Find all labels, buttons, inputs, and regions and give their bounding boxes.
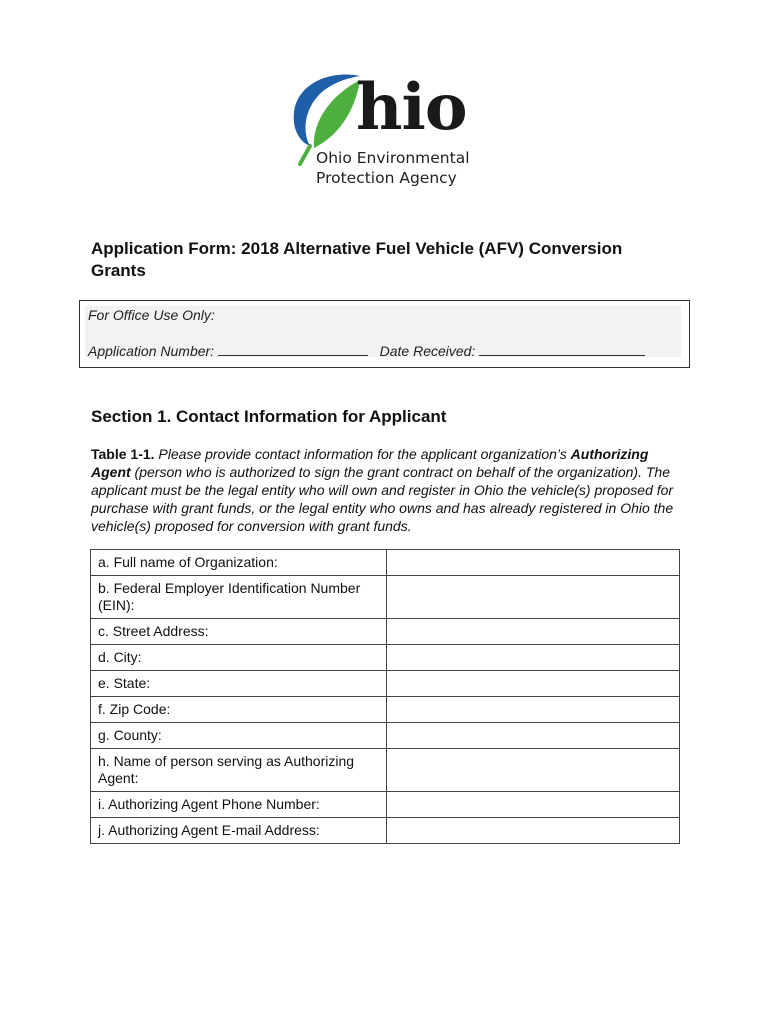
row-label: j. Authorizing Agent E-mail Address: bbox=[91, 818, 387, 844]
row-label: a. Full name of Organization: bbox=[91, 550, 387, 576]
table-row bbox=[91, 749, 680, 792]
logo-agency-line2: Protection Agency bbox=[316, 169, 457, 187]
row-label: d. City: bbox=[91, 645, 387, 671]
row-label: e. State: bbox=[91, 671, 387, 697]
row-label: f. Zip Code: bbox=[91, 697, 387, 723]
row-label: g. County: bbox=[91, 723, 387, 749]
ohio-epa-logo bbox=[292, 72, 482, 190]
table-reference: Table 1-1. bbox=[91, 446, 155, 462]
row-label: b. Federal Employer Identification Number (EIN): bbox=[91, 576, 387, 619]
form-title: Application Form: 2018 Alternative Fuel Vehicle (AFV) Conversion Grants bbox=[91, 239, 623, 280]
county-field[interactable] bbox=[387, 723, 680, 749]
city-field[interactable] bbox=[387, 645, 680, 671]
office-use-box bbox=[79, 300, 690, 368]
zip-code-field[interactable] bbox=[387, 697, 680, 723]
row-label: i. Authorizing Agent Phone Number: bbox=[91, 792, 387, 818]
ein-field[interactable] bbox=[387, 576, 680, 619]
logo-agency-line1: Ohio Environmental bbox=[316, 149, 470, 167]
date-received-label: Date Received: bbox=[379, 343, 476, 359]
table-row bbox=[91, 818, 680, 844]
organization-name-field[interactable] bbox=[387, 550, 680, 576]
intro-text-before: Please provide contact information for the applicant organization’s bbox=[154, 446, 571, 462]
row-label: h. Name of person serving as Authorizing Agent: bbox=[91, 749, 387, 792]
date-received-field[interactable] bbox=[479, 343, 645, 356]
authorizing-agent-name-field[interactable] bbox=[387, 749, 680, 792]
table-row bbox=[91, 645, 680, 671]
application-number-label: Application Number: bbox=[88, 343, 215, 359]
authorizing-agent-term: Authorizing Agent bbox=[91, 446, 649, 480]
table-row bbox=[91, 671, 680, 697]
intro-text-after: (person who is authorized to sign the grant contract on behalf of the organization). The applicant must be the legal entity who will own and register in Ohio the vehicle(s) proposed for purchase with grant funds, or the legal entity who owns and has already registered in Ohio the vehicle(s) proposed for conversion with grant funds. bbox=[91, 464, 674, 534]
section-title: Section 1. Contact Information for Applicant bbox=[91, 407, 447, 426]
table-row bbox=[91, 576, 680, 619]
table-row bbox=[91, 723, 680, 749]
state-field[interactable] bbox=[387, 671, 680, 697]
street-address-field[interactable] bbox=[387, 619, 680, 645]
office-use-fields bbox=[88, 343, 645, 359]
logo-wordmark: hio bbox=[356, 70, 467, 145]
office-use-heading: For Office Use Only: bbox=[88, 307, 215, 323]
table-row bbox=[91, 619, 680, 645]
contact-info-table bbox=[90, 549, 680, 844]
table-row bbox=[91, 550, 680, 576]
table-intro-text bbox=[91, 445, 686, 535]
agent-phone-field[interactable] bbox=[387, 792, 680, 818]
table-row bbox=[91, 792, 680, 818]
table-row bbox=[91, 697, 680, 723]
row-label: c. Street Address: bbox=[91, 619, 387, 645]
application-number-field[interactable] bbox=[218, 343, 368, 356]
agent-email-field[interactable] bbox=[387, 818, 680, 844]
